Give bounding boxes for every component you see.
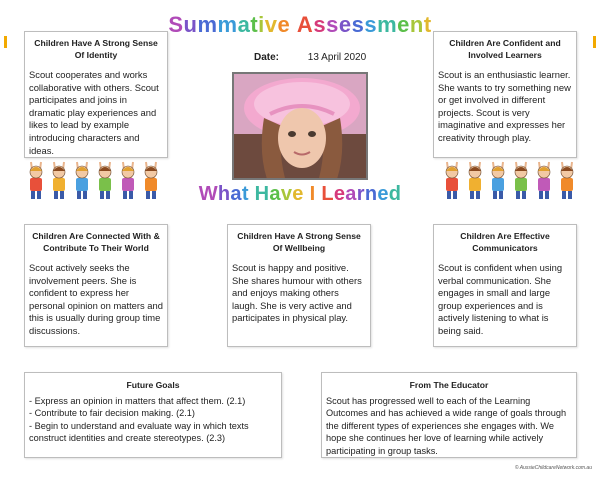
portrait-photo <box>232 72 368 180</box>
box-title: Children Have A Strong Sense Of Identity <box>34 38 158 60</box>
box-body: Scout is happy and positive. She shares humour with others and enjoys making others laugh. She is very active and participates in physical play. <box>232 262 362 324</box>
children-holding-sign-icon <box>440 160 580 200</box>
educator-box <box>321 372 577 458</box>
portrait-icon <box>234 74 368 180</box>
box-title: Children Have A Strong Sense Of Wellbeing <box>237 231 361 253</box>
outcome-box-identity <box>24 31 168 158</box>
outcome-box-connected <box>24 224 168 347</box>
date-label: Date: <box>254 52 280 63</box>
corner-mark-icon <box>593 36 596 48</box>
box-title: Children Are Effective Communicators <box>460 231 550 253</box>
box-title: Children Are Confident and Involved Learners <box>449 38 561 60</box>
box-title: From The Educator <box>409 380 489 390</box>
box-body: Scout is an enthusiastic learner. She wants to try something new or get involved in different projects. Scout is very imaginative and expresses her creativity through play. <box>438 69 571 143</box>
box-title: Future Goals <box>126 380 180 390</box>
goal-item: - Express an opinion in matters that affect them. (2.1) <box>29 396 246 406</box>
outcome-box-effective <box>433 224 577 347</box>
date-value: 13 April 2020 <box>307 52 367 63</box>
goal-item: - Contribute to fair decision making. (2.1) <box>29 408 195 419</box>
goals-list <box>25 391 281 449</box>
box-body: Scout actively seeks the involvement peers. She is confident to express her personal opinion on matters and this is usually during group time discussions. <box>29 262 163 336</box>
footer-credit: © AussieChildcareNetwork.com.au <box>514 465 592 471</box>
date-row <box>254 52 366 63</box>
corner-mark-icon <box>4 36 7 48</box>
goal-item: - Begin to understand and evaluate way in which texts construct identities and create stereotypes. (2.3) <box>29 420 249 444</box>
outcome-box-wellbeing <box>227 224 371 347</box>
box-title: Children Are Connected With & Contribute To Their World <box>32 231 160 253</box>
future-goals-box <box>24 372 282 458</box>
box-body: Scout is confident when using verbal communication. She engages in small and large group experiences and is actively listening to what is being said. <box>438 262 563 336</box>
box-body: Scout cooperates and works collaborative with others. Scout participates and joins in dramatic play experiences and likes to lead by example introducing characters and ideas. <box>29 69 159 156</box>
outcome-box-confident <box>433 31 577 158</box>
children-holding-sign-icon <box>24 160 164 200</box>
box-body: Scout has progressed well to each of the Learning Outcomes and has achieved a wide range of goals through the different types of experiences she engages with. We hope she continues her love of learning while actively participating in group tasks. <box>326 396 567 456</box>
page-title: Summative Assessment <box>168 12 432 37</box>
page-subtitle: What Have I Learned <box>198 183 402 205</box>
